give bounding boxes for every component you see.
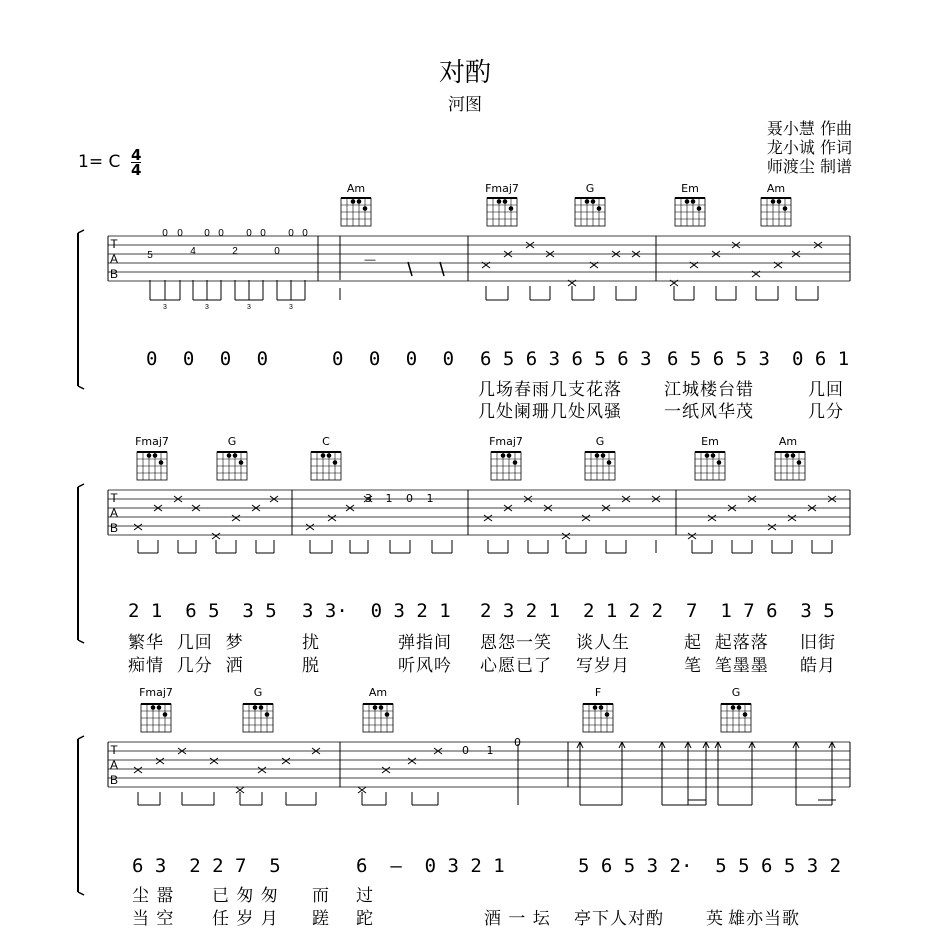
tab-clef-letter: A [109, 252, 119, 266]
chord-dot [513, 460, 518, 465]
system-bracket [78, 736, 84, 739]
chord-dot [379, 705, 384, 710]
chord-dot [373, 705, 378, 710]
chord-dot [685, 199, 690, 204]
jianpu-bar: 2 1 6 5 3 5 [128, 600, 277, 622]
chord-name: G [253, 686, 263, 699]
jianpu-bar: 6 3 2 2 7 5 [132, 855, 281, 877]
tab-clef-letter: T [110, 237, 118, 251]
jianpu-bar: 2 3 2 1 2 1 2 2 [480, 600, 664, 622]
chord-name: Fmaj7 [139, 686, 173, 699]
chord-dot [363, 206, 368, 211]
chord-dot [351, 199, 356, 204]
fret-number: 4 [190, 246, 196, 257]
time-top: 4 [131, 146, 142, 164]
chord-dot [731, 705, 736, 710]
lyric: 几场春雨几支花落 [478, 380, 622, 400]
jianpu-bar: 7 1 7 6 3 5 [686, 600, 835, 622]
chord-dot [153, 453, 158, 458]
tab-clef-letter: T [110, 491, 118, 505]
chord-dot [163, 712, 168, 717]
triplet-mark: 3 [163, 304, 167, 311]
jianpu-bar: 0 6 1 [792, 348, 850, 370]
chord-dot [265, 712, 270, 717]
fret: 0 [406, 492, 413, 505]
lyric: 一纸风华茂 [664, 402, 754, 422]
lyric: 恩怨一笑 [480, 633, 552, 653]
credit-composer: 聂小慧 作曲 [766, 119, 852, 138]
chord-dot [509, 206, 514, 211]
lyric: 谈人生 [576, 633, 630, 653]
jianpu-bar: 0 0 0 0 [146, 348, 269, 370]
chord-dot [239, 460, 244, 465]
lyric: 皓月 [800, 656, 836, 676]
lyric: 江城楼台错 [664, 380, 754, 400]
chord-dot [711, 453, 716, 458]
triplet-mark: 3 [205, 304, 209, 311]
chord-name: G [731, 686, 741, 699]
fret: 1 [486, 744, 494, 757]
chord-dot [497, 199, 502, 204]
lyric: 听风吟 [398, 656, 452, 676]
chord-dot [593, 705, 598, 710]
chord-name: C [322, 435, 330, 448]
chord-dot [357, 199, 362, 204]
fret: 0 [462, 744, 469, 757]
jianpu-bar: 5 6 5 3 2· 5 5 6 5 3 2 [578, 855, 842, 877]
singer-name: 河图 [448, 95, 482, 115]
jianpu-bar: 6 — 0 3 2 1 [356, 855, 505, 877]
chord-dot [607, 460, 612, 465]
chord-dot [591, 199, 596, 204]
chord-name: G [585, 182, 595, 195]
lyric: 痴情 几分 洒 [128, 656, 244, 676]
credit-lyricist: 龙小诚 作词 [766, 138, 852, 157]
chord-dot [697, 206, 702, 211]
fret-number: 0 [162, 228, 168, 239]
chord-dot [771, 199, 776, 204]
lyric: 当 空 [132, 909, 175, 929]
credit-transcriber: 师渡尘 制谱 [766, 157, 852, 176]
jianpu-bar: 3 3· 0 3 2 1 [302, 600, 451, 622]
chord-dot [321, 453, 326, 458]
tab-clef-letter: A [109, 506, 119, 520]
chord-dot [503, 199, 508, 204]
lyric: 过 [356, 886, 374, 906]
chord-dot [157, 705, 162, 710]
chord-dot [777, 199, 782, 204]
chord-name: Fmaj7 [489, 435, 523, 448]
chord-dot [791, 453, 796, 458]
chord-dot [327, 453, 332, 458]
song-title: 对酌 [438, 58, 491, 88]
rest-mark [408, 262, 412, 276]
chord-dot [159, 460, 164, 465]
chord-dot [147, 453, 152, 458]
fret-number: 0 [246, 228, 252, 239]
key-signature: 1= C [78, 152, 121, 172]
fret-number: 0 [218, 228, 224, 239]
chord-name: Em [701, 435, 719, 448]
jianpu-bar: 0 0 0 0 [332, 348, 455, 370]
chord-dot [507, 453, 512, 458]
system-bracket [78, 230, 84, 233]
chord-dot [227, 453, 232, 458]
lyric: 跎 [356, 909, 374, 929]
chord-dot [743, 712, 748, 717]
fret: 1 [385, 492, 393, 505]
tab-clef-letter: B [109, 521, 119, 535]
system-bracket [78, 640, 84, 643]
fret-number: 0 [204, 228, 210, 239]
lyric: 酒 一 坛 [484, 909, 551, 929]
lyric: 英 [706, 909, 724, 929]
chord-name: Fmaj7 [485, 182, 519, 195]
time-bottom: 4 [131, 161, 142, 179]
chord-dot [601, 453, 606, 458]
chord-dot [333, 460, 338, 465]
tab-frets [365, 492, 434, 505]
chord-name: F [594, 686, 602, 699]
tab-clef-letter: T [110, 743, 118, 757]
chord-dot [259, 705, 264, 710]
chord-dot [785, 453, 790, 458]
lyric: 写岁月 [576, 656, 630, 676]
lyric: 脱 [302, 656, 320, 676]
lyric: 几分 [808, 402, 844, 422]
lyric: 旧街 [800, 633, 836, 653]
chord-name: Am [346, 182, 366, 195]
chord-name: Am [778, 435, 798, 448]
chord-dot [605, 712, 610, 717]
chord-dot [717, 460, 722, 465]
chord-dot [597, 206, 602, 211]
chord-name: G [227, 435, 237, 448]
lyric: 起 起落落 [684, 633, 769, 653]
lyric: 心愿已了 [480, 656, 552, 676]
chord-dot [151, 705, 156, 710]
lyric: 扰 [302, 633, 320, 653]
lyric: 笔 笔墨墨 [684, 656, 769, 676]
system-bracket [78, 484, 84, 487]
lyric: 已 匆 匆 [212, 886, 279, 906]
system-bracket [78, 386, 84, 389]
lyric: 而 [312, 886, 330, 906]
fret: 0 [514, 736, 521, 749]
fret: 3 [365, 492, 372, 505]
chord-dot [385, 712, 390, 717]
fret-number: 2 [232, 246, 238, 257]
chord-dot [705, 453, 710, 458]
chord-dot [783, 206, 788, 211]
fret-number: 0 [274, 246, 280, 257]
chord-name: G [595, 435, 605, 448]
fret-number: 0 [260, 228, 266, 239]
lyric: 几处阑珊几处风骚 [478, 402, 622, 422]
lyric: 蹉 [312, 909, 330, 929]
lyric: 几回 [808, 380, 844, 400]
fret-number: 0 [177, 228, 183, 239]
fret-number: 5 [147, 250, 153, 261]
chord-dot [691, 199, 696, 204]
chord-dot [501, 453, 506, 458]
fret-number: 0 [288, 228, 294, 239]
chord-dot [585, 199, 590, 204]
rest-mark [440, 262, 444, 276]
lyric: 繁华 几回 梦 [128, 633, 244, 653]
lyric: 弹指间 [398, 633, 452, 653]
lyric: 雄亦当歌 [728, 909, 800, 929]
chord-dot [797, 460, 802, 465]
chord-dot [253, 705, 258, 710]
triplet-mark: 3 [289, 304, 293, 311]
chord-dot [737, 705, 742, 710]
tab-frets [462, 744, 494, 757]
chord-name: Fmaj7 [135, 435, 169, 448]
chord-name: Am [766, 182, 786, 195]
jianpu-bar: 6 5 6 5 3 [667, 348, 770, 370]
tab-clef-letter: B [109, 267, 119, 281]
chord-name: Am [368, 686, 388, 699]
tab-clef-letter: B [109, 773, 119, 787]
chord-name: Em [681, 182, 699, 195]
chord-dot [599, 705, 604, 710]
chord-dot [595, 453, 600, 458]
rest-mark: — [364, 254, 376, 266]
system-bracket [78, 892, 84, 895]
jianpu-bar: 6 5 6 3 6 5 6 3 [480, 348, 652, 370]
triplet-mark: 3 [247, 304, 251, 311]
chord-dot [233, 453, 238, 458]
fret-number: 0 [302, 228, 308, 239]
lyric: 任 岁 月 [212, 909, 279, 929]
lyric: 亭下人对酌 [574, 909, 664, 929]
tab-clef-letter: A [109, 758, 119, 772]
fret: 1 [426, 492, 434, 505]
lyric: 尘 嚣 [132, 886, 175, 906]
